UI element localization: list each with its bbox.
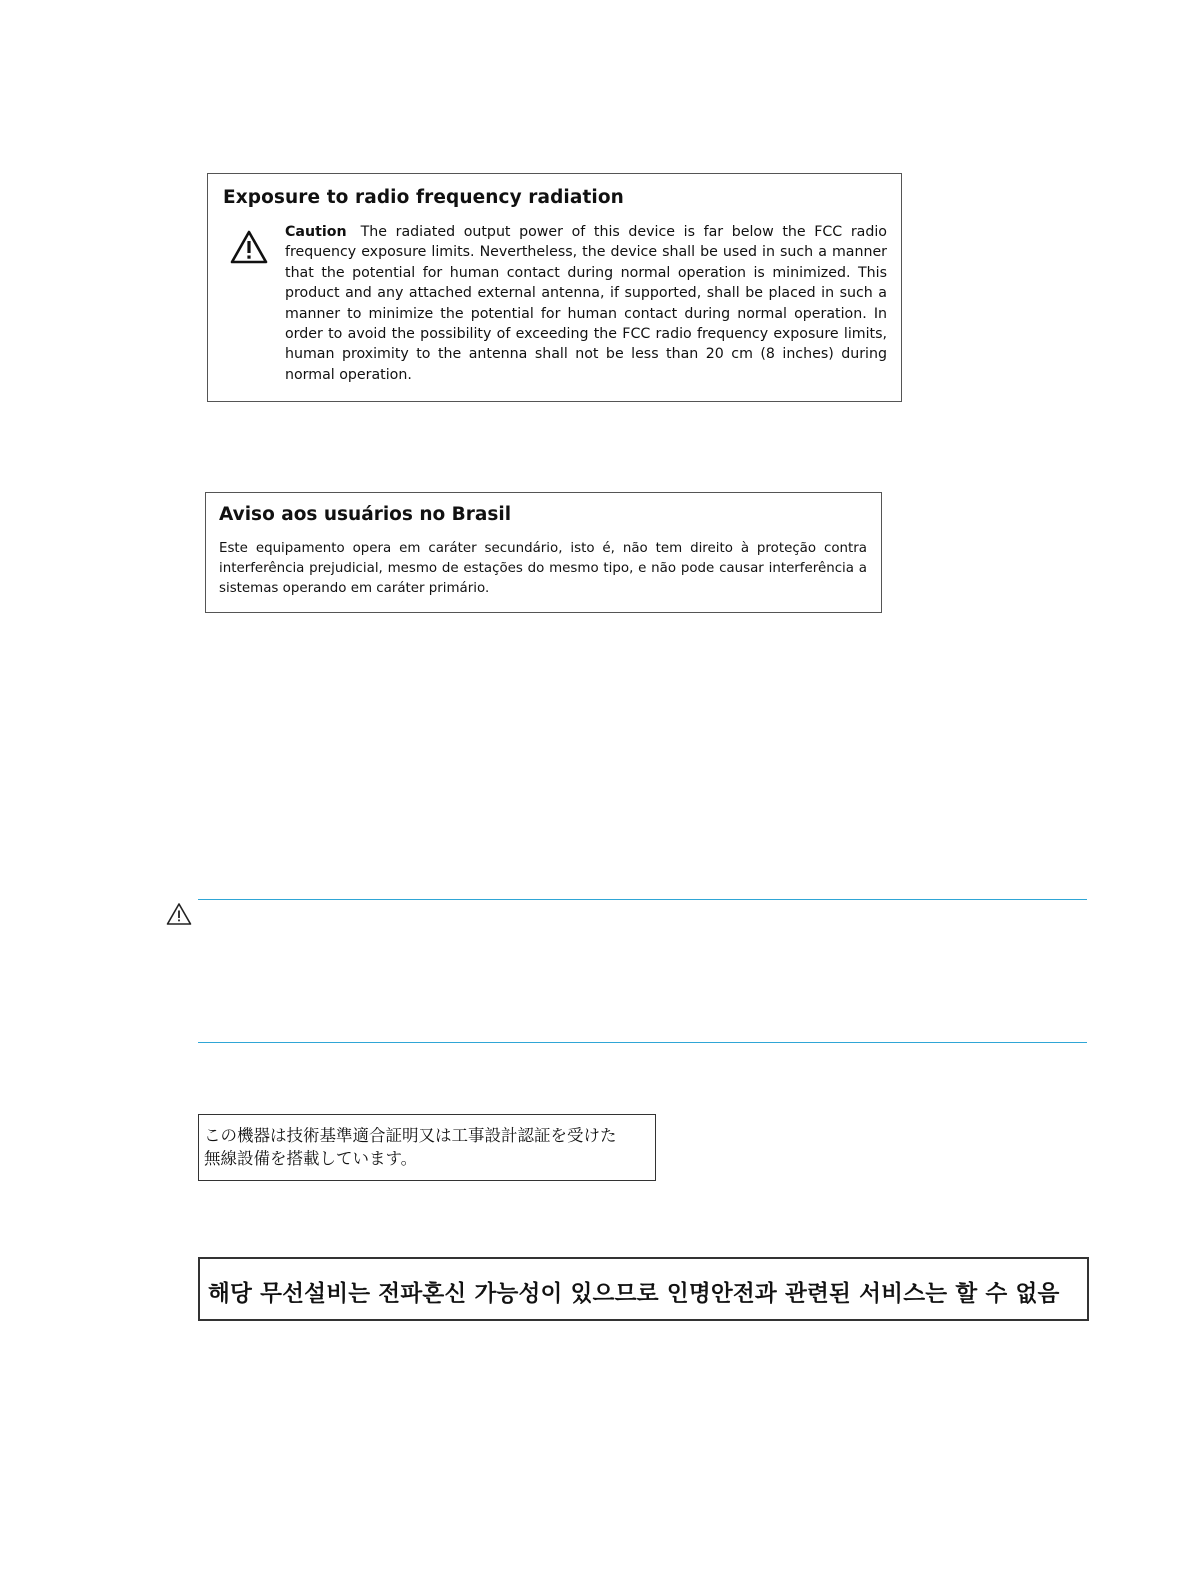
- caution-triangle-icon: [166, 902, 192, 926]
- fcc-notice-title: Exposure to radio frequency radiation: [223, 187, 624, 208]
- brasil-notice-body: Este equipamento opera em caráter secundário, isto é, não tem direito à proteção contra interferência prejudicial, mesmo de estações do mesmo tipo, e não pode causar interferência a sistemas operando em caráter primário.: [219, 541, 867, 596]
- brasil-notice: [205, 492, 882, 613]
- fcc-exposure-notice: [207, 173, 902, 402]
- caution-label: Caution: [285, 224, 347, 240]
- fcc-notice-body: [285, 222, 887, 385]
- japan-notice-line-2: 無線設備を搭載しています。: [204, 1149, 418, 1168]
- japan-notice-body: [204, 1124, 617, 1170]
- caution-rule-top: [198, 899, 1087, 900]
- korea-notice: [198, 1257, 1089, 1321]
- japan-notice: [198, 1114, 656, 1181]
- brasil-notice-title: Aviso aos usuários no Brasil: [219, 504, 512, 525]
- caution-rule-bottom: [198, 1042, 1087, 1043]
- japan-notice-line-1: この機器は技術基準適合証明又は工事設計認証を受けた: [204, 1126, 617, 1145]
- korea-notice-body: 해당 무선설비는 전파혼신 가능성이 있으므로 인명안전과 관련된 서비스는 할 수 없음: [208, 1281, 1060, 1307]
- warning-triangle-icon: [229, 229, 269, 265]
- caution-text: The radiated output power of this device is far below the FCC radio frequency exposure limits. Nevertheless, the device shall be used in such a manner that the potential for human contact during normal operation is minimized. This product and any attached external antenna, if supported, shall be placed in such a manner to minimize the potential for human contact during normal operation. In order to avoid the possibility of exceeding the FCC radio frequency exposure limits, human proximity to the antenna shall not be less than 20 cm (8 inches) during normal operation.: [285, 224, 887, 383]
